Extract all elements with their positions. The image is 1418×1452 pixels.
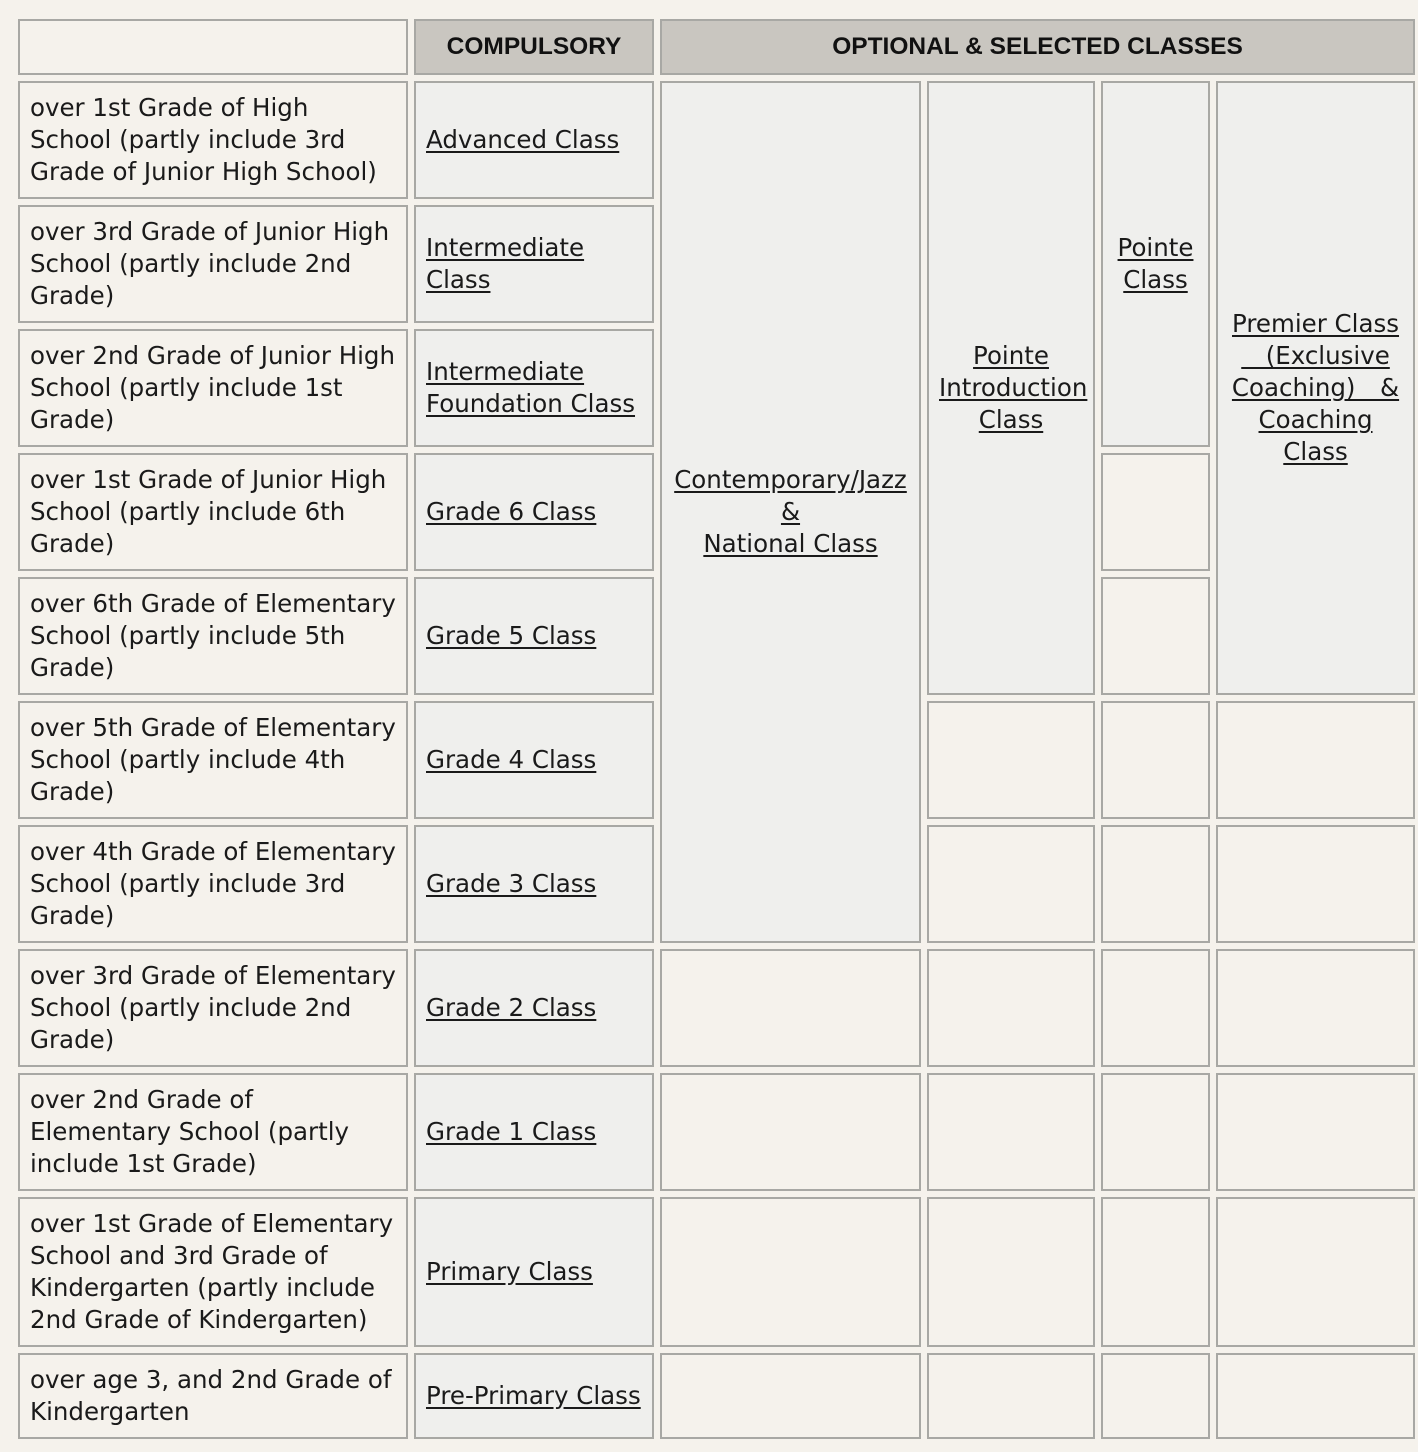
grade-3-class-link[interactable]: Grade 3 Class [426,869,597,898]
premier-class-link[interactable] [1232,309,1399,466]
compulsory-cell [414,577,654,695]
compulsory-cell [414,949,654,1067]
table-row [18,1197,1415,1347]
compulsory-cell [414,453,654,571]
table-row [18,1353,1415,1439]
pointe-intro-line2: Introduction [939,373,1088,402]
pointe-intro-cell [927,81,1095,695]
empty-cell [927,1197,1095,1347]
header-compulsory: COMPULSORY [414,19,654,75]
grade-cell: over 1st Grade of Junior High School (partly include 6th Grade) [18,453,408,571]
empty-cell [1101,949,1210,1067]
compulsory-cell [414,1197,654,1347]
compulsory-cell [414,1073,654,1191]
advanced-class-link[interactable]: Advanced Class [426,125,620,154]
table-row [18,81,1415,199]
grade-1-class-link[interactable]: Grade 1 Class [426,1117,597,1146]
premier-line1: Premier Class [1232,309,1400,338]
grade-4-class-link[interactable]: Grade 4 Class [426,745,597,774]
empty-cell [660,1353,921,1439]
grade-2-class-link[interactable]: Grade 2 Class [426,993,597,1022]
intermediate-class-link[interactable]: Intermediate Class [426,233,585,294]
contemporary-line2: & [780,497,801,526]
pointe-line2: Class [1123,265,1188,294]
grade-cell: over 1st Grade of Elementary School and 3rd Grade of Kindergarten (partly include 2nd Grade of Kindergarten) [18,1197,408,1347]
premier-line5: Class [1283,437,1348,466]
contemporary-line3: National Class [703,529,878,558]
empty-cell [927,701,1095,819]
empty-cell [1101,701,1210,819]
header-empty-cell [18,19,408,75]
grade-6-class-link[interactable]: Grade 6 Class [426,497,597,526]
empty-cell [1216,701,1415,819]
empty-cell [927,949,1095,1067]
grade-5-class-link[interactable]: Grade 5 Class [426,621,597,650]
compulsory-cell [414,701,654,819]
premier-line3: Coaching) & [1231,373,1400,402]
empty-cell [1216,1197,1415,1347]
contemporary-line1: Contemporary/Jazz [674,465,907,494]
header-optional: OPTIONAL & SELECTED CLASSES [660,19,1415,75]
empty-cell [1101,825,1210,943]
empty-cell [927,1353,1095,1439]
grade-cell: over 2nd Grade of Elementary School (partly include 1st Grade) [18,1073,408,1191]
intermediate-foundation-class-link[interactable]: Intermediate Foundation Class [426,357,636,418]
contemporary-cell [660,81,921,943]
empty-cell [1216,949,1415,1067]
pointe-class-link[interactable] [1118,233,1194,294]
compulsory-cell [414,81,654,199]
empty-cell [660,1073,921,1191]
grade-cell: over 1st Grade of High School (partly include 3rd Grade of Junior High School) [18,81,408,199]
grade-cell: over 2nd Grade of Junior High School (partly include 1st Grade) [18,329,408,447]
premier-cell [1216,81,1415,695]
empty-cell [1101,1073,1210,1191]
grade-cell: over 3rd Grade of Junior High School (partly include 2nd Grade) [18,205,408,323]
grade-cell: over 4th Grade of Elementary School (partly include 3rd Grade) [18,825,408,943]
compulsory-cell [414,1353,654,1439]
pre-primary-class-link[interactable]: Pre-Primary Class [426,1381,641,1410]
compulsory-cell [414,205,654,323]
empty-cell [1101,577,1210,695]
empty-cell [1101,1353,1210,1439]
compulsory-cell [414,825,654,943]
empty-cell [660,949,921,1067]
premier-line4: Coaching [1258,405,1373,434]
empty-cell [660,1197,921,1347]
empty-cell [1101,1197,1210,1347]
grade-cell: over 6th Grade of Elementary School (partly include 5th Grade) [18,577,408,695]
empty-cell [1216,1353,1415,1439]
pointe-introduction-link[interactable] [939,341,1087,434]
empty-cell [927,825,1095,943]
pointe-intro-line1: Pointe [973,341,1049,370]
table-row [18,1073,1415,1191]
table-row [18,949,1415,1067]
premier-line2: (Exclusive [1241,341,1390,370]
empty-cell [927,1073,1095,1191]
contemporary-jazz-national-link[interactable] [674,465,907,558]
empty-cell [1101,453,1210,571]
grade-cell: over age 3, and 2nd Grade of Kindergarten [18,1353,408,1439]
class-schedule-table [12,13,1418,1445]
pointe-intro-line3: Class [978,405,1044,434]
header-row [18,19,1415,75]
primary-class-link[interactable]: Primary Class [426,1257,593,1286]
empty-cell [1216,825,1415,943]
pointe-cell [1101,81,1210,447]
empty-cell [1216,1073,1415,1191]
compulsory-cell [414,329,654,447]
grade-cell: over 3rd Grade of Elementary School (partly include 2nd Grade) [18,949,408,1067]
grade-cell: over 5th Grade of Elementary School (partly include 4th Grade) [18,701,408,819]
pointe-line1: Pointe [1117,233,1194,262]
